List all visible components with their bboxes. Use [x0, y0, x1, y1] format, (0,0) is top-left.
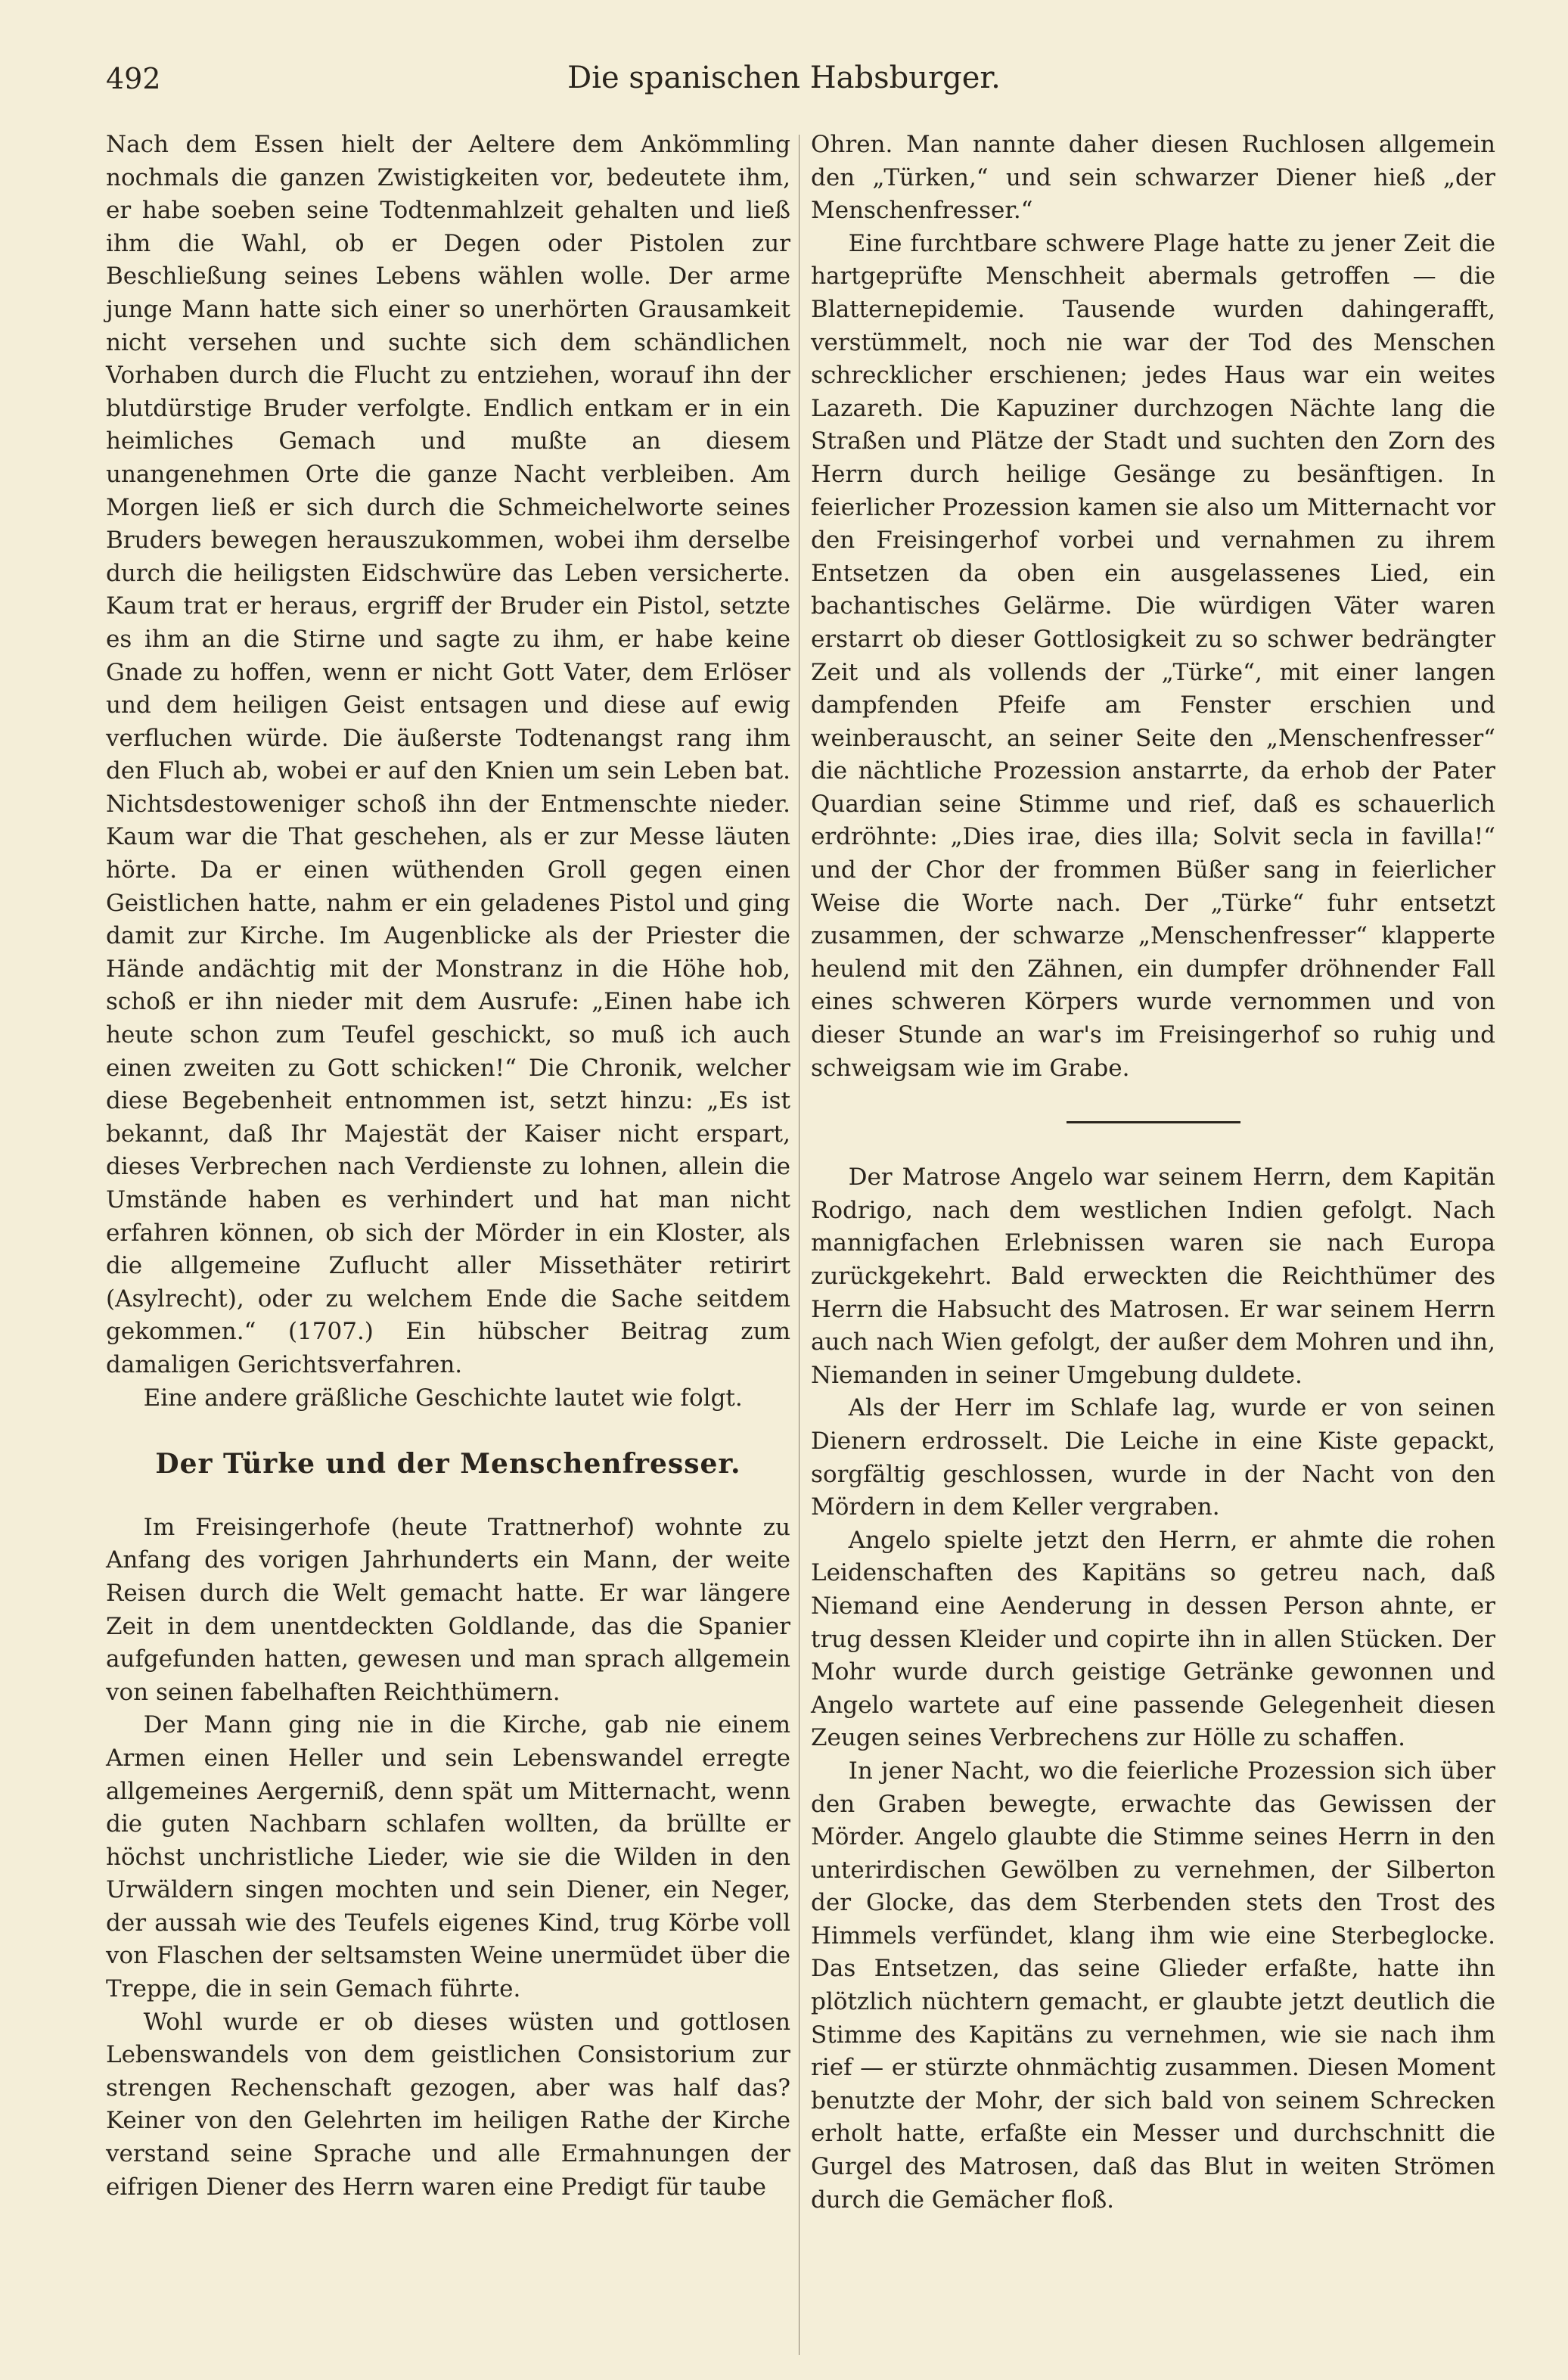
paragraph: Eine furchtbare schwere Plage hatte zu jener Zeit die hartgeprüfte Menschheit abermals getroffen — die Blatternepidemie. Tausende wurden dahingerafft, verstümmelt, noch nie war der Tod des Menschen schrecklicher erschienen; jedes Haus war ein weites Lazareth. Die Kapuziner durchzogen Nächte lang die Straßen und Plätze der Stadt und suchten den Zorn des Herrn durch heilige Gesänge zu besänftigen. In feierlicher Prozession kamen sie also um Mitternacht vor den Freisingerhof vorbei und vernahmen zu ihrem Entsetzen da oben ein ausgelassenes Lied, ein bachantisches Gelärme. Die würdigen Väter waren erstarrt ob dieser Gottlosigkeit zu so schwer bedrängter Zeit und als vollends der „Türke“, mit einer langen dampfenden Pfeife am Fenster erschien und weinberauscht, an seiner Seite den „Menschenfresser“ die nächtliche Prozession anstarrte, da erhob der Pater Quardian seine Stimme und rief, daß es schauerlich erdröhnte: „Dies irae, dies illa; Solvit secla in favilla!“ und der Chor der frommen Büßer sang in feierlicher Weise die Worte nach. Der „Türke“ fuhr entsetzt zusammen, der schwarze „Menschenfresser“ klapperte heulend mit den Zähnen, ein dumpfer dröhnender Fall eines schweren Körpers wurde vernommen und von dieser Stunde an war's im Freisingerhof so ruhig und schweigsam wie im Grabe. [811, 229, 1495, 1082]
paragraph: Der Mann ging nie in die Kirche, gab nie einem Armen einen Heller und sein Lebenswandel erregte allgemeines Aergerniß, denn spät um Mitternacht, wenn die guten Nachbarn schlafen wollten, da brüllte er höchst unchristliche Lieder, wie sie die Wilden in den Urwäldern singen mochten und sein Diener, ein Neger, der aussah wie des Teufels eigenes Kind, trug Körbe voll von Flaschen der seltsamsten Weine unermüdet über die Treppe, die in sein Gemach führte. [106, 1711, 790, 2003]
running-title: Die spanischen Habsburger. [567, 61, 1001, 95]
section-heading: Der Türke und der Menschenfresser. [155, 1448, 741, 1481]
paragraph: Im Freisingerhofe (heute Trattnerhof) wohnte zu Anfang des vorigen Jahrhunderts ein Mann, der weite Reisen durch die Welt gemacht hatte. Er war längere Zeit in dem unentdeckten Goldlande, das die Spanier aufgefunden hatten, gewesen und man sprach allgemein von seinen fabelhaften Reichthümern. [106, 1513, 790, 1706]
paragraph: Ohren. Man nannte daher diesen Ruchlosen allgemein den „Türken,“ und sein schwarzer Diener hieß „der Menschenfresser.“ [811, 131, 1495, 225]
paragraph: Der Matrose Angelo war seinem Herrn, dem Kapitän Rodrigo, nach dem westlichen Indien gefolgt. Nach mannigfachen Erlebnissen waren sie nach Europa zurückgekehrt. Bald erweckten die Reichthümer des Herrn die Habsucht des Matrosen. Er war seinem Herrn auch nach Wien gefolgt, der außer dem Mohren und ihn, Niemanden in seiner Umgebung duldete. [811, 1164, 1495, 1389]
paragraph: Wohl wurde er ob dieses wüsten und gottlosen Lebenswandels von dem geistlichen Consistorium zur strengen Rechenschaft gezogen, aber was half das? Keiner von den Gelehrten im heiligen Rathe der Kirche verstand seine Sprache und alle Ermahnungen der eifrigen Diener des Herrn waren eine Predigt für taube [106, 2008, 790, 2201]
section-divider [1067, 1121, 1240, 1123]
paragraph: Eine andere gräßliche Geschichte lautet wie folgt. [143, 1384, 743, 1412]
right-column [811, 129, 1495, 2217]
paragraph: Nach dem Essen hielt der Aeltere dem Ankömmling nochmals die ganzen Zwistigkeiten vor, bedeutete ihm, er habe soeben seine Todtenmahlzeit gehalten und ließ ihm die Wahl, ob er Degen oder Pistolen zur Beschließung seines Lebens wählen wolle. Der arme junge Mann hatte sich einer so unerhörten Grausamkeit nicht versehen und suchte sich dem schändlichen Vorhaben durch die Flucht zu entziehen, worauf ihn der blutdürstige Bruder verfolgte. Endlich entkam er in ein heimliches Gemach und mußte an diesem unangenehmen Orte die ganze Nacht verbleiben. Am Morgen ließ er sich durch die Schmeichelworte seines Bruders bewegen herauszukommen, wobei ihm derselbe durch die heiligsten Eidschwüre das Leben versicherte. Kaum trat er heraus, ergriff der Bruder ein Pistol, setzte es ihm an die Stirne und sagte zu ihm, er habe keine Gnade zu hoffen, wenn er nicht Gott Vater, dem Erlöser und dem heiligen Geist entsagen und diese auf ewig verfluchen würde. Die äußerste Todtenangst rang ihm den Fluch ab, wobei er auf den Knien um sein Leben bat. Nichtsdestoweniger schoß ihn der Entmenschte nieder. Kaum war die That geschehen, als er zur Messe läuten hörte. Da er einen wüthenden Groll gegen einen Geistlichen hatte, nahm er ein geladenes Pistol und ging damit zur Kirche. Im Augenblicke als der Priester die Hände andächtig mit der Monstranz in die Höhe hob, schoß er ihn nieder mit dem Ausrufe: „Einen habe ich heute schon zum Teufel geschickt, so muß ich auch einen zweiten zu Gott schicken!“ Die Chronik, welcher diese Begebenheit entnommen ist, setzt hinzu: „Es ist bekannt, daß Ihr Majestät der Kaiser nicht erspart, dieses Verbrechen nach Verdienste zu lohnen, allein die Umstände haben es verhindert und hat man nicht erfahren können, ob sich der Mörder in ein Kloster, als die allgemeine Zuflucht aller Missethäter retirirt (Asylrecht), oder zu welchem Ende die Sache seitdem gekommen.“ (1707.) Ein hübscher Beitrag zum damaligen Gerichtsverfahren. [106, 131, 790, 1378]
column-rule [799, 135, 800, 2355]
paragraph: In jener Nacht, wo die feierliche Prozession sich über den Graben bewegte, erwachte das Gewissen der Mörder. Angelo glaubte die Stimme seines Herrn in den unterirdischen Gewölben zu vernehmen, der Silberton der Glocke, das dem Sterbenden stets den Trost des Himmels verfündet, klang ihm wie eine Sterbeglocke. Das Entsetzen, das seine Glieder erfaßte, hatte ihn plötzlich nüchtern gemacht, er glaubte jetzt deutlich die Stimme des Kapitäns zu vernehmen, wie sie nach ihm rief — er stürzte ohnmächtig zusammen. Diesen Moment benutzte der Mohr, der sich bald von seinem Schrecken erholt hatte, erfaßte ein Messer und durchschnitt die Gurgel des Matrosen, daß das Blut in weiten Strömen durch die Gemächer floß. [811, 1757, 1495, 2214]
left-column [106, 129, 790, 2204]
paragraph: Angelo spielte jetzt den Herrn, er ahmte die rohen Leidenschaften des Kapitäns so getreu nach, daß Niemand eine Aenderung in dessen Person ahnte, er trug dessen Kleider und copirte ihn in allen Stücken. Der Mohr wurde durch geistige Getränke gewonnen und Angelo wartete auf eine passende Gelegenheit diesen Zeugen seines Verbrechens zur Hölle zu schaffen. [811, 1526, 1495, 1752]
paragraph: Als der Herr im Schlafe lag, wurde er von seinen Dienern erdrosselt. Die Leiche in eine Kiste gepackt, sorgfältig geschlossen, wurde in der Nacht von den Mördern in dem Keller vergraben. [811, 1394, 1495, 1521]
page-number: 492 [106, 62, 161, 95]
